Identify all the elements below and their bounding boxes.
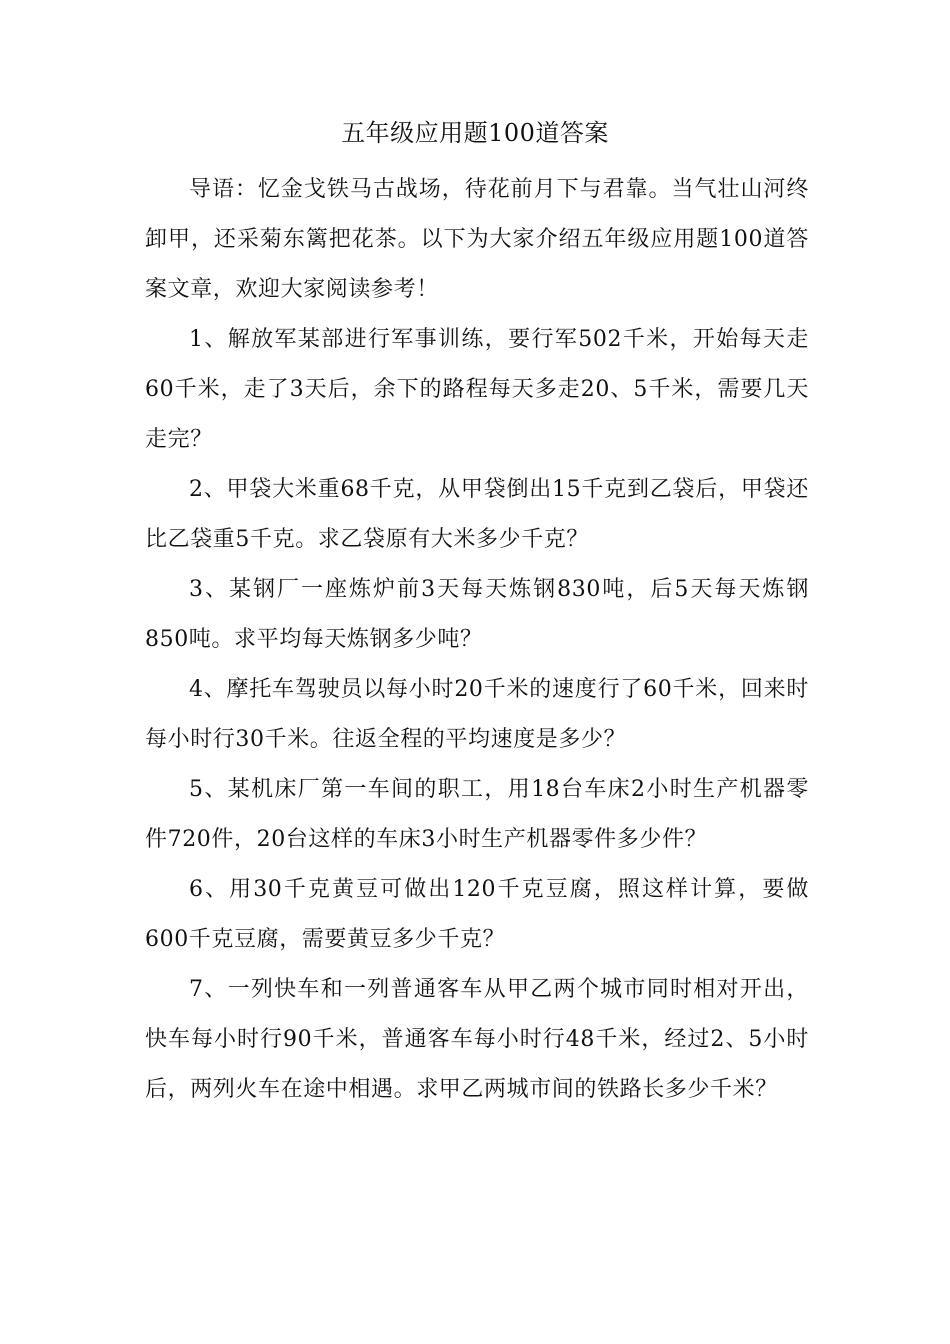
question-2: 2、甲袋大米重68千克，从甲袋倒出15千克到乙袋后，甲袋还比乙袋重5千克。求乙袋原有大米多少千克？ <box>145 477 809 552</box>
intro-paragraph: 导语：忆金戈铁马古战场，待花前月下与君靠。当气壮山河终卸甲，还采菊东篱把花茶。以下为大家介绍五年级应用题100道答案文章，欢迎大家阅读参考！ <box>145 177 809 302</box>
question-5: 5、某机床厂第一车间的职工，用18台车床2小时生产机器零件720件，20台这样的车床3小时生产机器零件多少件？ <box>145 777 809 852</box>
document-body <box>145 165 809 1115</box>
question-4: 4、摩托车驾驶员以每小时20千米的速度行了60千米，回来时每小时行30千米。往返全程的平均速度是多少？ <box>145 677 809 752</box>
question-3: 3、某钢厂一座炼炉前3天每天炼钢830吨，后5天每天炼钢850吨。求平均每天炼钢多少吨？ <box>145 577 809 652</box>
question-6: 6、用30千克黄豆可做出120千克豆腐，照这样计算，要做600千克豆腐，需要黄豆多少千克？ <box>145 877 809 952</box>
question-1: 1、解放军某部进行军事训练，要行军502千米，开始每天走60千米，走了3天后，余下的路程每天多走20、5千米，需要几天走完？ <box>145 327 809 452</box>
document-title: 五年级应用题100道答案 <box>341 119 609 147</box>
question-7: 7、一列快车和一列普通客车从甲乙两个城市同时相对开出，快车每小时行90千米，普通客车每小时行48千米，经过2、5小时后，两列火车在途中相遇。求甲乙两城市间的铁路长多少千米？ <box>145 977 809 1102</box>
